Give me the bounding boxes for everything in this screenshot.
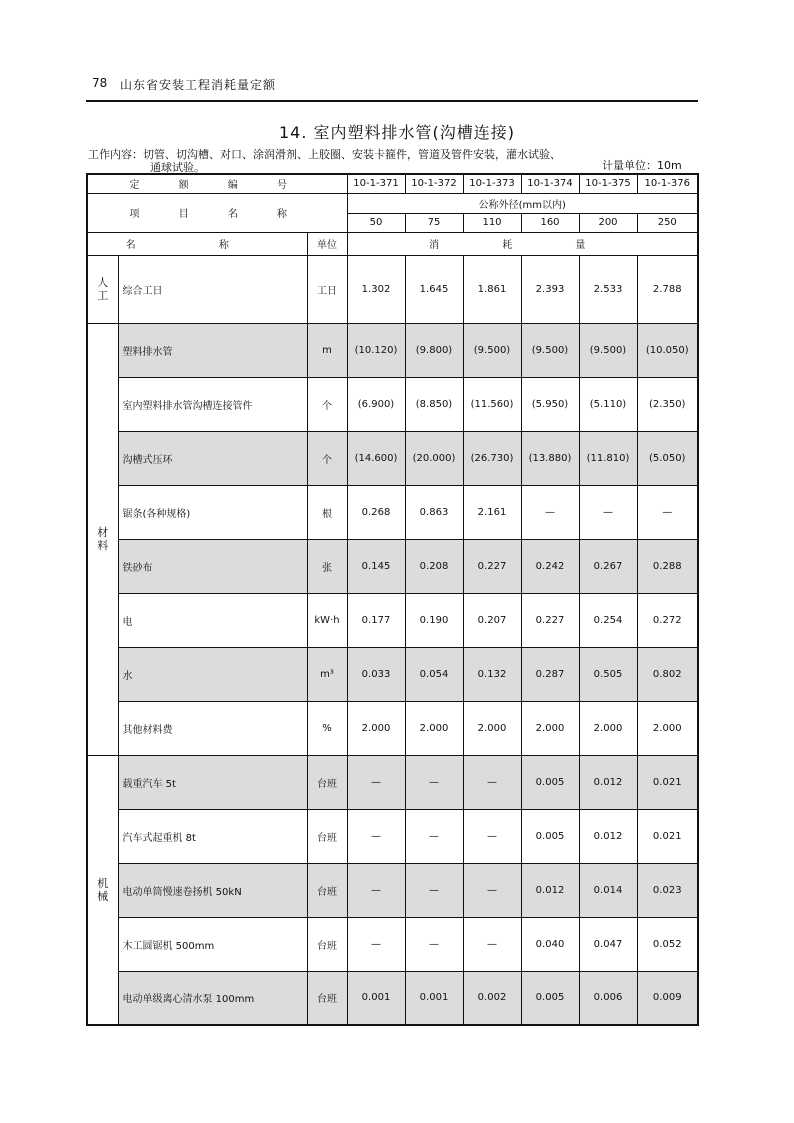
diameter-cell: 160 xyxy=(521,213,579,232)
value-cell: 0.012 xyxy=(579,809,637,863)
value-cell: 0.267 xyxy=(579,539,637,593)
value-cell: — xyxy=(521,485,579,539)
value-cell: 0.005 xyxy=(521,809,579,863)
quota-table xyxy=(86,173,699,1026)
value-cell: (5.950) xyxy=(521,377,579,431)
value-cell: 0.208 xyxy=(405,539,463,593)
item-name: 木工圆锯机 500mm xyxy=(118,917,307,971)
item-name: 电 xyxy=(118,593,307,647)
value-cell: — xyxy=(405,917,463,971)
page-number: 78 xyxy=(92,76,108,90)
value-cell: (26.730) xyxy=(463,431,521,485)
value-cell: 2.000 xyxy=(637,701,698,755)
item-name: 锯条(各种规格) xyxy=(118,485,307,539)
value-cell: 0.254 xyxy=(579,593,637,647)
value-cell: (9.800) xyxy=(405,323,463,377)
value-cell: 1.645 xyxy=(405,255,463,323)
value-cell: (9.500) xyxy=(463,323,521,377)
category-machine-char: 机 xyxy=(97,876,109,890)
item-name: 载重汽车 5t xyxy=(118,755,307,809)
value-cell: 0.272 xyxy=(637,593,698,647)
item-name: 电动单级离心清水泵 100mm xyxy=(118,971,307,1025)
item-name: 综合工日 xyxy=(118,255,307,323)
value-cell: — xyxy=(463,809,521,863)
item-unit: 台班 xyxy=(307,809,347,863)
value-cell: — xyxy=(347,809,405,863)
value-cell: (6.900) xyxy=(347,377,405,431)
item-unit: 工日 xyxy=(307,255,347,323)
category-labor-char: 工 xyxy=(97,289,109,302)
item-unit: 台班 xyxy=(307,755,347,809)
category-labor-char: 人 xyxy=(97,276,109,289)
item-name: 水 xyxy=(118,647,307,701)
value-cell: (14.600) xyxy=(347,431,405,485)
diameter-cell: 200 xyxy=(579,213,637,232)
table-row xyxy=(87,377,698,431)
value-cell: 2.161 xyxy=(463,485,521,539)
value-cell: (10.120) xyxy=(347,323,405,377)
value-cell: — xyxy=(405,809,463,863)
quota-code: 10-1-373 xyxy=(463,174,521,193)
table-row xyxy=(87,323,698,377)
quota-code-row xyxy=(87,174,698,193)
value-cell: — xyxy=(579,485,637,539)
value-cell: — xyxy=(347,755,405,809)
value-cell: 0.242 xyxy=(521,539,579,593)
measure-unit: 计量单位：10m xyxy=(602,159,682,172)
value-cell: 0.227 xyxy=(463,539,521,593)
value-cell: 0.052 xyxy=(637,917,698,971)
category-labor xyxy=(87,255,118,323)
col-unit-header: 单位 xyxy=(307,232,347,255)
table-row xyxy=(87,917,698,971)
value-cell: 2.000 xyxy=(347,701,405,755)
value-cell: — xyxy=(637,485,698,539)
value-cell: 0.014 xyxy=(579,863,637,917)
value-cell: 0.009 xyxy=(637,971,698,1025)
item-unit: 根 xyxy=(307,485,347,539)
col-name-header: 名 称 xyxy=(87,232,307,255)
value-cell: (9.500) xyxy=(521,323,579,377)
value-cell: 0.023 xyxy=(637,863,698,917)
column-header-row xyxy=(87,232,698,255)
value-cell: (8.850) xyxy=(405,377,463,431)
table-row xyxy=(87,701,698,755)
item-unit: m³ xyxy=(307,647,347,701)
value-cell: — xyxy=(347,863,405,917)
quota-label: 定 额 编 号 xyxy=(87,174,347,193)
value-cell: 1.861 xyxy=(463,255,521,323)
value-cell: 2.533 xyxy=(579,255,637,323)
col-consumption-header: 消 耗 量 xyxy=(347,232,698,255)
section-title: 14. 室内塑料排水管(沟槽连接) xyxy=(278,123,516,142)
item-unit: m xyxy=(307,323,347,377)
item-unit: 台班 xyxy=(307,917,347,971)
category-machine xyxy=(87,755,118,1025)
book-title: 山东省安装工程消耗量定额 xyxy=(120,78,277,92)
value-cell: 0.033 xyxy=(347,647,405,701)
value-cell: (20.000) xyxy=(405,431,463,485)
value-cell: 0.288 xyxy=(637,539,698,593)
value-cell: 0.145 xyxy=(347,539,405,593)
work-content-line1: 工作内容：切管、切沟槽、对口、涂润滑剂、上胶圈、安装卡箍件，管道及管件安装，灌水试验、 xyxy=(88,148,561,161)
value-cell: 0.207 xyxy=(463,593,521,647)
value-cell: 2.000 xyxy=(521,701,579,755)
value-cell: — xyxy=(463,917,521,971)
item-name: 汽车式起重机 8t xyxy=(118,809,307,863)
value-cell: (11.560) xyxy=(463,377,521,431)
value-cell: 0.012 xyxy=(521,863,579,917)
spec-row xyxy=(87,193,698,213)
value-cell: 0.287 xyxy=(521,647,579,701)
table-row xyxy=(87,255,698,323)
value-cell: 0.001 xyxy=(405,971,463,1025)
value-cell: 0.047 xyxy=(579,917,637,971)
category-machine-char: 械 xyxy=(97,889,109,903)
value-cell: 0.177 xyxy=(347,593,405,647)
quota-code: 10-1-374 xyxy=(521,174,579,193)
diameter-cell: 250 xyxy=(637,213,698,232)
quota-code: 10-1-375 xyxy=(579,174,637,193)
value-cell: 0.012 xyxy=(579,755,637,809)
value-cell: (10.050) xyxy=(637,323,698,377)
item-unit: 台班 xyxy=(307,971,347,1025)
value-cell: 2.000 xyxy=(405,701,463,755)
category-material-char: 材 xyxy=(97,526,109,539)
value-cell: 0.190 xyxy=(405,593,463,647)
table-row xyxy=(87,485,698,539)
value-cell: 0.002 xyxy=(463,971,521,1025)
item-unit: 张 xyxy=(307,539,347,593)
item-unit: % xyxy=(307,701,347,755)
value-cell: (5.050) xyxy=(637,431,698,485)
value-cell: 0.006 xyxy=(579,971,637,1025)
item-name: 塑料排水管 xyxy=(118,323,307,377)
value-cell: 0.132 xyxy=(463,647,521,701)
table-row xyxy=(87,431,698,485)
value-cell: 0.001 xyxy=(347,971,405,1025)
diameter-cell: 75 xyxy=(405,213,463,232)
value-cell: — xyxy=(405,755,463,809)
value-cell: 2.393 xyxy=(521,255,579,323)
value-cell: (5.110) xyxy=(579,377,637,431)
table-row xyxy=(87,755,698,809)
diameter-cell: 50 xyxy=(347,213,405,232)
item-unit: 台班 xyxy=(307,863,347,917)
value-cell: 0.863 xyxy=(405,485,463,539)
table-row xyxy=(87,809,698,863)
table-row xyxy=(87,647,698,701)
value-cell: — xyxy=(463,863,521,917)
table-row xyxy=(87,863,698,917)
quota-code: 10-1-372 xyxy=(405,174,463,193)
value-cell: 0.268 xyxy=(347,485,405,539)
value-cell: 2.000 xyxy=(579,701,637,755)
table-row xyxy=(87,971,698,1025)
item-name: 室内塑料排水管沟槽连接管件 xyxy=(118,377,307,431)
diameter-cell: 110 xyxy=(463,213,521,232)
value-cell: 0.005 xyxy=(521,971,579,1025)
value-cell: (13.880) xyxy=(521,431,579,485)
value-cell: (11.810) xyxy=(579,431,637,485)
value-cell: 0.021 xyxy=(637,755,698,809)
spec-label: 公称外径(mm以内) xyxy=(347,193,698,213)
item-name: 其他材料费 xyxy=(118,701,307,755)
table-row xyxy=(87,539,698,593)
value-cell: 0.505 xyxy=(579,647,637,701)
item-unit: kW·h xyxy=(307,593,347,647)
item-name: 铁砂布 xyxy=(118,539,307,593)
item-unit: 个 xyxy=(307,377,347,431)
value-cell: 2.000 xyxy=(463,701,521,755)
table-row xyxy=(87,593,698,647)
item-unit: 个 xyxy=(307,431,347,485)
item-name: 电动单筒慢速卷扬机 50kN xyxy=(118,863,307,917)
value-cell: — xyxy=(463,755,521,809)
header-rule xyxy=(86,100,698,102)
value-cell: 2.788 xyxy=(637,255,698,323)
value-cell: 0.005 xyxy=(521,755,579,809)
value-cell: 0.040 xyxy=(521,917,579,971)
value-cell: 0.021 xyxy=(637,809,698,863)
value-cell: — xyxy=(347,917,405,971)
value-cell: 0.054 xyxy=(405,647,463,701)
item-label: 项 目 名 称 xyxy=(87,193,347,232)
value-cell: 1.302 xyxy=(347,255,405,323)
value-cell: 0.227 xyxy=(521,593,579,647)
item-name: 沟槽式压环 xyxy=(118,431,307,485)
quota-code: 10-1-376 xyxy=(637,174,698,193)
quota-code: 10-1-371 xyxy=(347,174,405,193)
category-material xyxy=(87,323,118,755)
category-material-char: 料 xyxy=(97,539,109,552)
value-cell: — xyxy=(405,863,463,917)
value-cell: 0.802 xyxy=(637,647,698,701)
work-content-line2: 通球试验。 xyxy=(150,161,205,174)
value-cell: (9.500) xyxy=(579,323,637,377)
value-cell: (2.350) xyxy=(637,377,698,431)
